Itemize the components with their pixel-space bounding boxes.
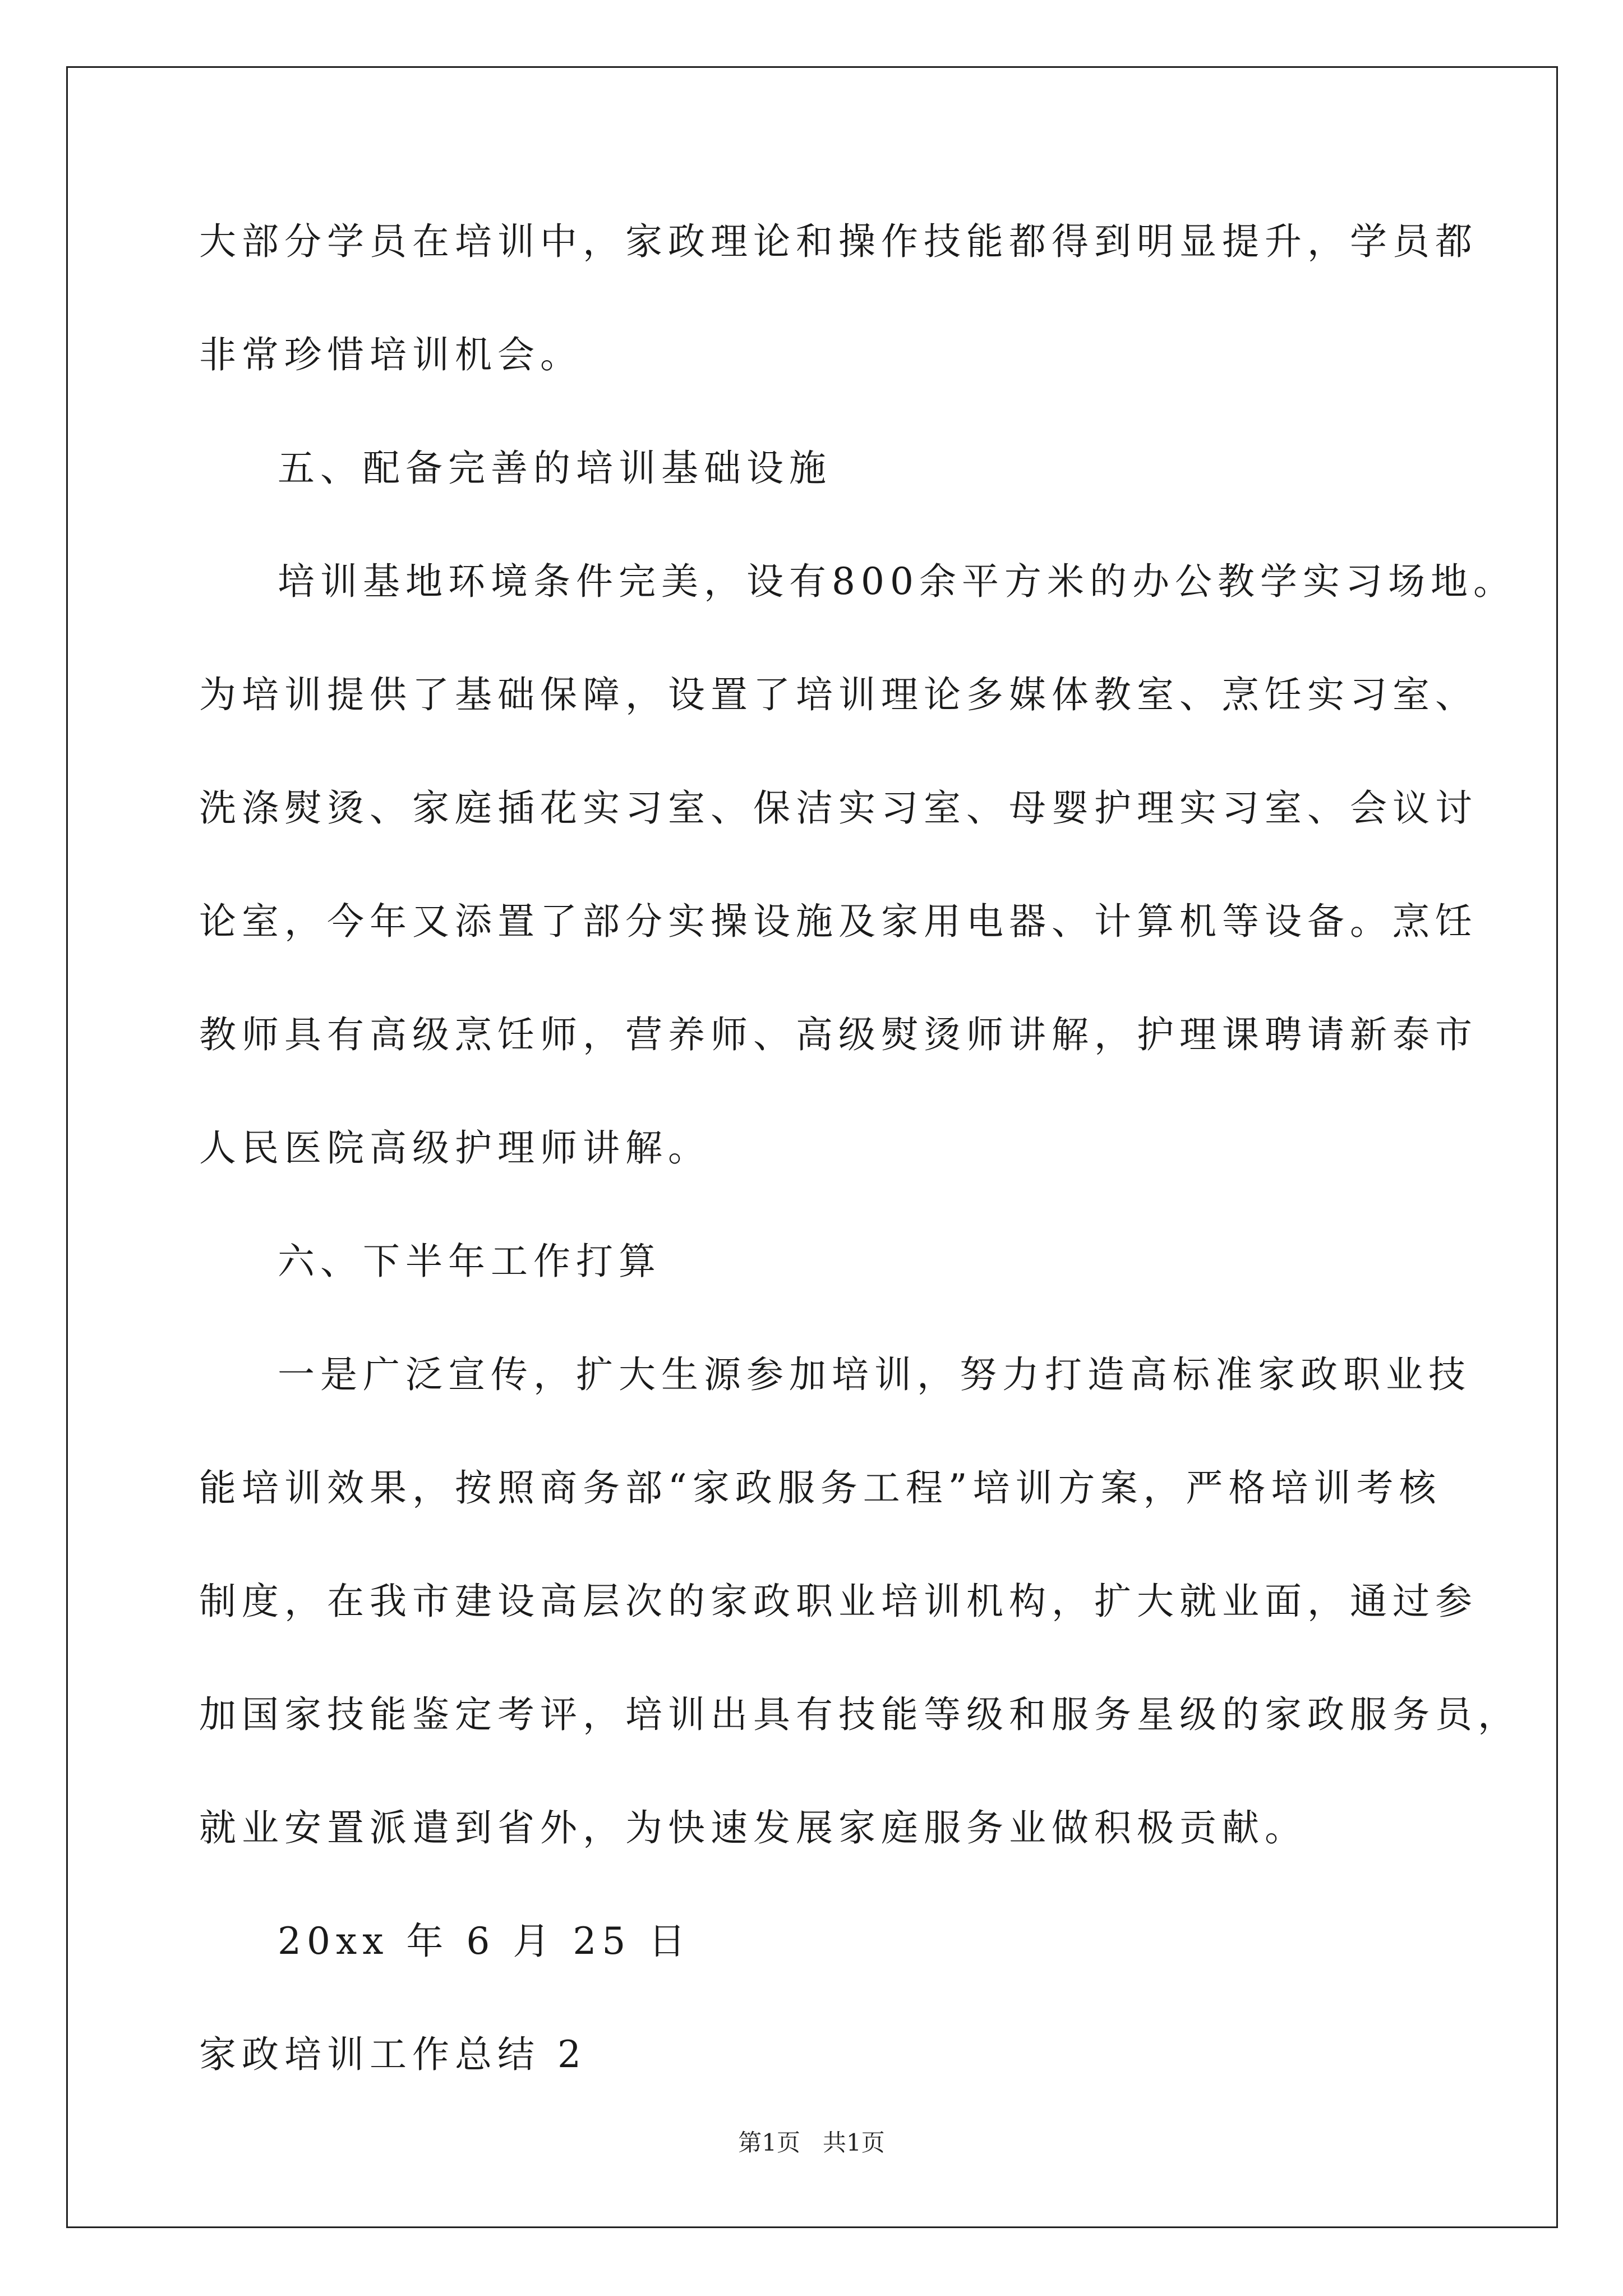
text-line: 论室，今年又添置了部分实操设施及家用电器、计算机等设备。烹饪	[199, 900, 1478, 943]
document-body	[199, 185, 1520, 2111]
text-line: 制度，在我市建设高层次的家政职业培训机构，扩大就业面，通过参	[199, 1580, 1478, 1623]
text-line: 为培训提供了基础保障，设置了培训理论多媒体教室、烹饪实习室、	[199, 673, 1478, 716]
text-line: 加国家技能鉴定考评，培训出具有技能等级和服务星级的家政服务员，	[199, 1693, 1520, 1736]
section-heading: 六、下半年工作打算	[278, 1240, 661, 1283]
text-line: 一是广泛宣传，扩大生源参加培训，努力打造高标准家政职业技	[278, 1353, 1471, 1396]
page-footer	[0, 2126, 1623, 2160]
text-line: 就业安置派遣到省外，为快速发展家庭服务业做积极贡献。	[199, 1806, 1307, 1849]
text-line: 教师具有高级烹饪师，营养师、高级熨烫师讲解，护理课聘请新泰市	[199, 1013, 1478, 1056]
document-title: 家政培训工作总结 2	[199, 2033, 587, 2076]
page-number-current: 第1页	[738, 2129, 800, 2156]
section-heading: 五、配备完善的培训基础设施	[278, 447, 832, 490]
text-line: 大部分学员在培训中，家政理论和操作技能都得到明显提升，学员都	[199, 220, 1478, 263]
text-line: 人民医院高级护理师讲解。	[199, 1126, 711, 1170]
text-line: 洗涤熨烫、家庭插花实习室、保洁实习室、母婴护理实习室、会议讨	[199, 786, 1478, 830]
document-date: 20xx 年 6 月 25 日	[278, 1920, 691, 1963]
page-number-total: 共1页	[823, 2129, 885, 2156]
text-line: 非常珍惜培训机会。	[199, 333, 583, 376]
text-line: 能培训效果，按照商务部“家政服务工程”培训方案，严格培训考核	[199, 1466, 1442, 1510]
text-line: 培训基地环境条件完美，设有800余平方米的办公教学实习场地。	[278, 560, 1516, 603]
